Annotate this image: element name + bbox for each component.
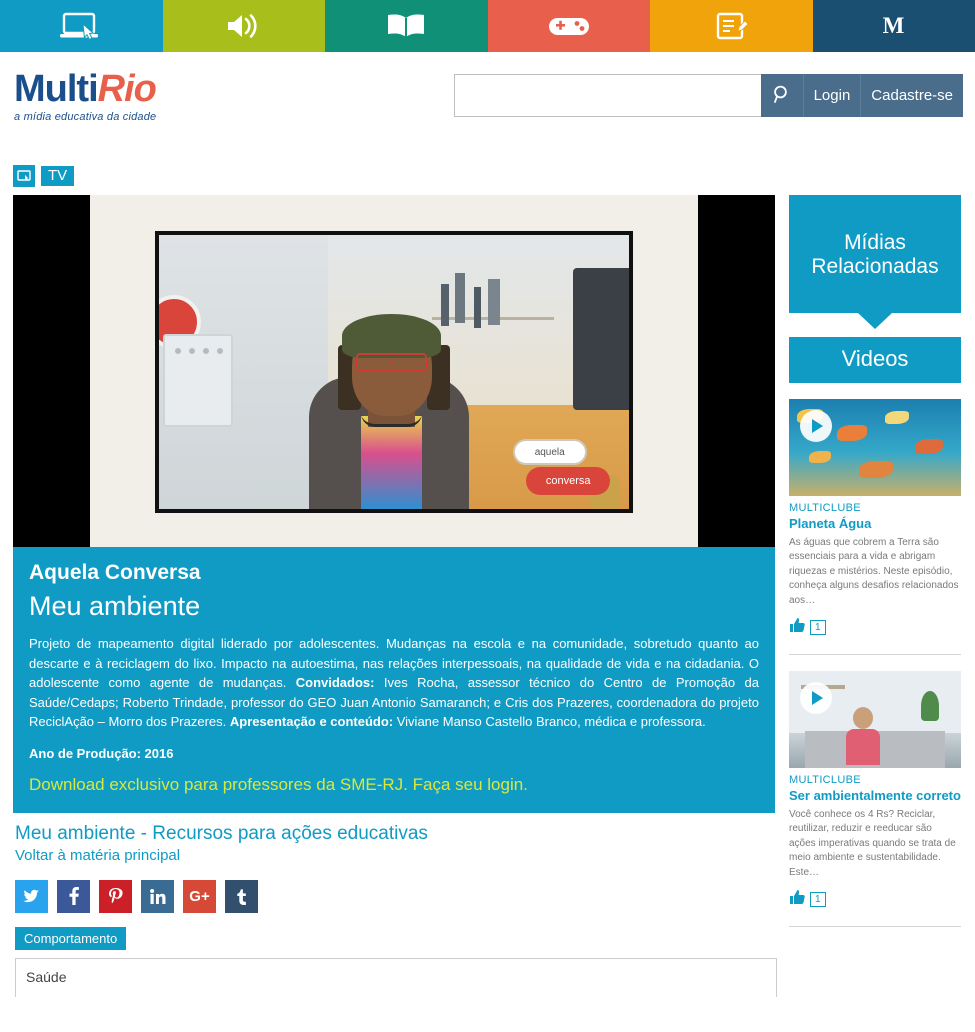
sidebar-heading bbox=[789, 195, 961, 313]
nav-item-games[interactable] bbox=[488, 0, 651, 52]
tags-section bbox=[13, 913, 775, 997]
divider bbox=[789, 926, 961, 927]
logo-text-multi: Multi bbox=[14, 68, 98, 110]
like-row[interactable] bbox=[789, 617, 961, 638]
list-item-title[interactable]: Ser ambientalmente correto bbox=[789, 788, 961, 804]
notepad-pencil-icon bbox=[711, 11, 751, 41]
list-item-title[interactable]: Planeta Água bbox=[789, 516, 872, 532]
fish-shape bbox=[809, 451, 831, 463]
video-book bbox=[488, 279, 500, 325]
video-person-glasses bbox=[356, 353, 427, 372]
list-item-description: As águas que cobrem a Terra são essenciais para a vida e abrigam riquezas e mistérios. Neste episódio, conheça alguns desafios relacionados aos… bbox=[789, 536, 959, 606]
main-column bbox=[13, 195, 775, 997]
nav-item-m[interactable] bbox=[813, 0, 975, 52]
list-item-category: MULTICLUBE bbox=[789, 502, 861, 515]
video-frame bbox=[155, 231, 633, 513]
play-icon[interactable] bbox=[800, 410, 832, 442]
production-year: Ano de Produção: 2016 bbox=[29, 745, 174, 761]
fish-shape bbox=[885, 411, 909, 424]
like-row[interactable] bbox=[789, 889, 961, 910]
like-count: 1 bbox=[810, 892, 826, 907]
logo-tagline: a mídia educativa da cidade bbox=[14, 111, 157, 123]
site-logo[interactable] bbox=[14, 70, 156, 123]
video-player[interactable] bbox=[13, 195, 775, 547]
list-item[interactable] bbox=[789, 399, 961, 655]
like-count: 1 bbox=[810, 620, 826, 635]
fish-shape bbox=[915, 439, 943, 454]
sidebar-heading-line2: Relacionadas bbox=[811, 255, 939, 279]
tag-secondary[interactable]: Saúde bbox=[15, 958, 777, 997]
logo-text-rio: Rio bbox=[97, 68, 156, 110]
video-side-panel bbox=[163, 334, 233, 427]
video-dark-panel bbox=[573, 268, 629, 410]
thumb-plant bbox=[921, 691, 939, 721]
screen-icon[interactable] bbox=[13, 165, 35, 187]
search-input[interactable] bbox=[454, 74, 761, 117]
twitter-share-button[interactable] bbox=[15, 880, 48, 913]
thumb-person-body bbox=[846, 729, 880, 765]
tv-breadcrumb-bar bbox=[0, 157, 975, 195]
video-person-necklace bbox=[361, 413, 422, 427]
googleplus-share-button[interactable]: G+ bbox=[183, 880, 216, 913]
nav-item-notes[interactable] bbox=[650, 0, 813, 52]
tag-comportamento[interactable]: Comportamento bbox=[15, 927, 126, 950]
site-header bbox=[0, 52, 975, 157]
nav-item-book[interactable] bbox=[325, 0, 488, 52]
tv-link[interactable]: TV bbox=[41, 166, 74, 186]
download-note: Download exclusivo para professores da SME-RJ. Faça seu login. bbox=[29, 774, 528, 794]
video-person-shirt bbox=[361, 416, 422, 509]
list-item-category: MULTICLUBE bbox=[789, 774, 861, 787]
video-book bbox=[441, 284, 449, 326]
sidebar-section-videos: Videos bbox=[789, 337, 961, 383]
video-thumbnail[interactable] bbox=[789, 399, 961, 496]
speaker-icon bbox=[224, 11, 264, 41]
list-item-description: Você conhece os 4 Rs? Reciclar, reutilizar, reduzir e reeducar são ações imperativas quando se trata de meio ambiente e sustentabilidade. Este… bbox=[789, 808, 956, 878]
search-button[interactable] bbox=[761, 74, 803, 117]
nav-item-laptop[interactable] bbox=[0, 0, 163, 52]
facebook-share-button[interactable] bbox=[57, 880, 90, 913]
divider bbox=[789, 654, 961, 655]
thumbs-up-icon[interactable] bbox=[789, 617, 806, 638]
tumblr-share-button[interactable] bbox=[225, 880, 258, 913]
program-name: Aquela Conversa bbox=[29, 561, 201, 584]
register-link[interactable]: Cadastre-se bbox=[860, 74, 963, 117]
video-info-panel bbox=[13, 547, 775, 813]
resources-link[interactable]: Meu ambiente - Recursos para ações educativas bbox=[15, 822, 428, 844]
open-book-icon bbox=[382, 11, 430, 41]
search-bar bbox=[454, 74, 963, 117]
video-book bbox=[455, 273, 465, 323]
video-description: Projeto de mapeamento digital liderado por adolescentes. Mudanças na escola e na comunidade, sobretudo quanto ao descarte e à reciclagem do lixo. Impacto na autoestima, nas relações interpessoais, na qualidade de vida e na cidadania. O adolescente como agente de mudanças. Convidados: Ives Rocha, assessor técnico do Centro de Promoção da Saúde/Cedaps; Roberto Trindade, professor do GEO Juan Antonio Samaranch; e Cris dos Prazeres, coordenadora do projeto ReciclAção – Morro dos Prazeres. Apresentação e conteúdo: Viviane Manso Castello Branco, médica e professora. bbox=[29, 636, 759, 729]
laptop-cursor-icon bbox=[59, 11, 103, 41]
pinterest-share-button[interactable] bbox=[99, 880, 132, 913]
video-caption-bubble-white: aquela bbox=[513, 439, 587, 465]
related-links bbox=[13, 813, 775, 864]
top-navigation bbox=[0, 0, 975, 52]
video-person-headwrap bbox=[342, 314, 441, 358]
fish-shape bbox=[837, 425, 867, 441]
page-title: Meu ambiente bbox=[29, 591, 201, 621]
video-stage bbox=[90, 195, 698, 547]
linkedin-share-button[interactable] bbox=[141, 880, 174, 913]
fish-shape bbox=[859, 461, 893, 478]
gamepad-icon bbox=[546, 11, 592, 41]
video-caption-bubble-red: conversa bbox=[526, 467, 610, 495]
back-link[interactable]: Voltar à matéria principal bbox=[15, 846, 181, 864]
page-layout bbox=[0, 195, 975, 997]
social-share-bar bbox=[13, 864, 775, 913]
letter-m-icon: M bbox=[882, 13, 905, 38]
sidebar-heading-line1: Mídias bbox=[844, 231, 906, 254]
video-book bbox=[474, 287, 481, 328]
sidebar bbox=[789, 195, 961, 997]
login-link[interactable]: Login bbox=[803, 74, 861, 117]
search-icon bbox=[772, 84, 792, 107]
video-thumbnail[interactable] bbox=[789, 671, 961, 768]
list-item[interactable] bbox=[789, 671, 961, 927]
nav-item-audio[interactable] bbox=[163, 0, 326, 52]
thumbs-up-icon[interactable] bbox=[789, 889, 806, 910]
